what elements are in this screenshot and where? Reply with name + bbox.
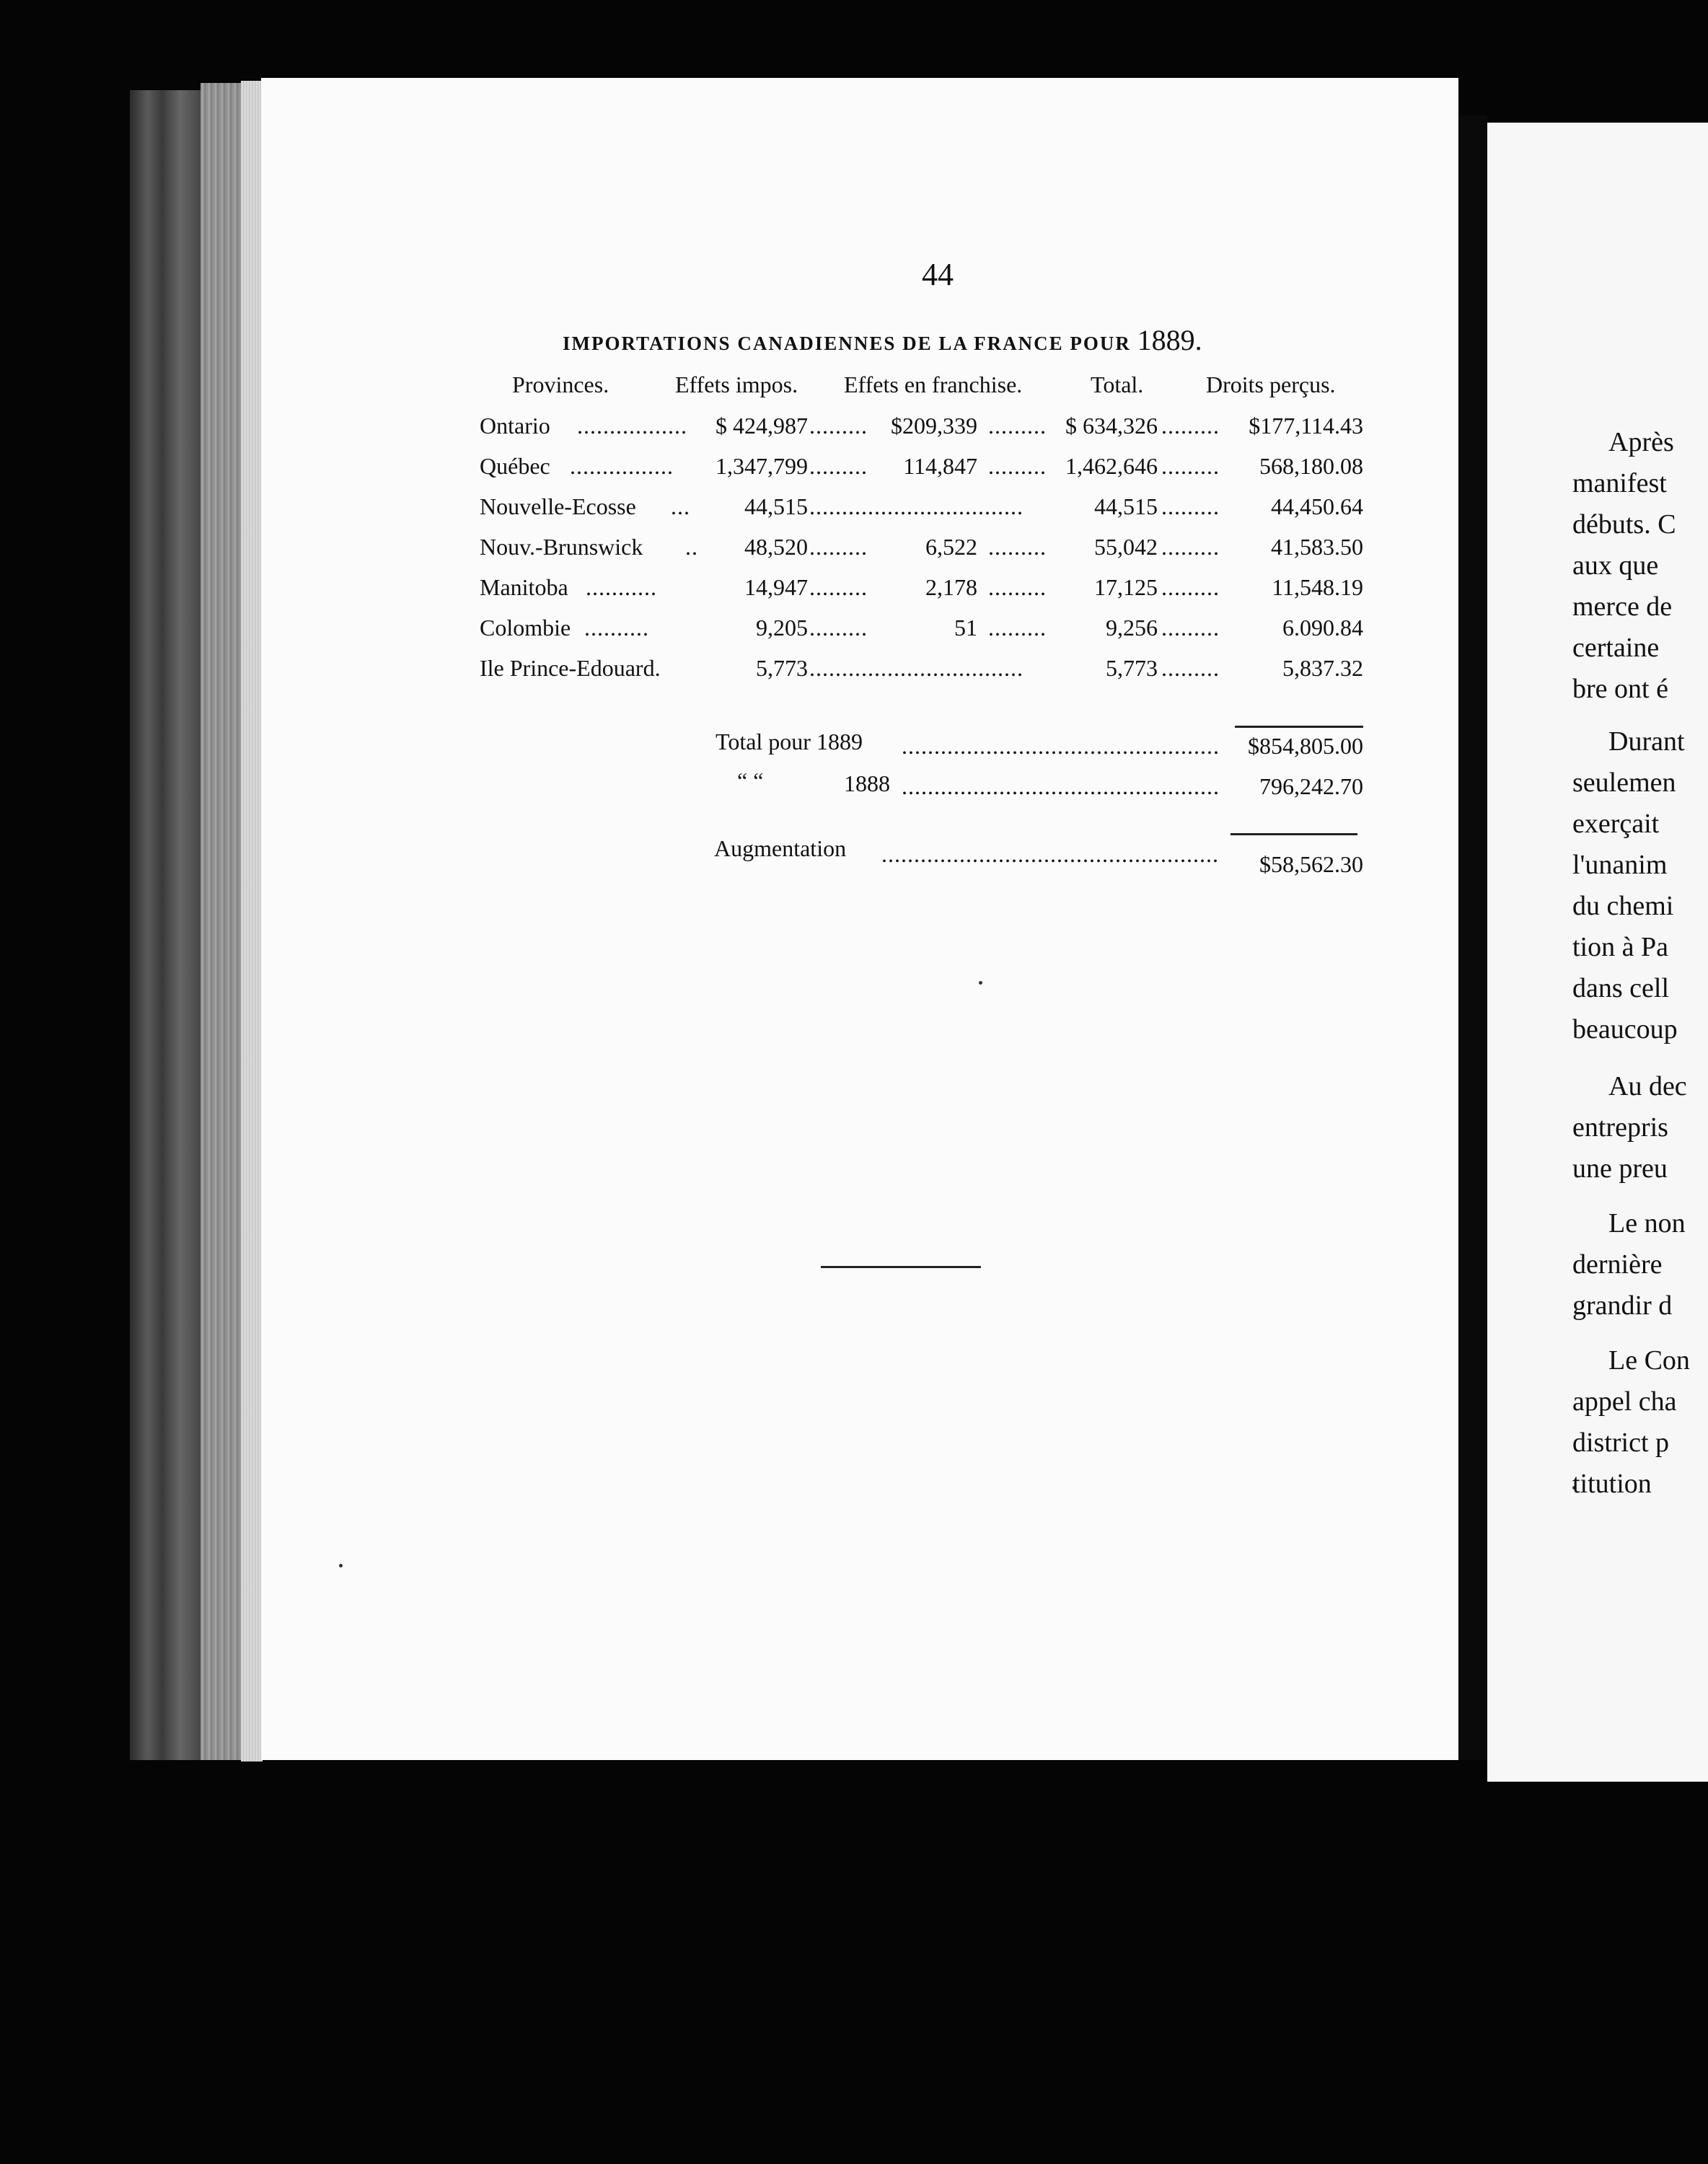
header-effets-impos: Effets impos. <box>675 371 798 397</box>
page-number: 44 <box>922 257 954 292</box>
facing-line: l'unanim <box>1572 850 1668 880</box>
leader-dots: ......... <box>1161 615 1220 641</box>
table-title <box>563 323 1320 357</box>
cell-total: 44,515 <box>1094 493 1158 519</box>
header-provinces: Provinces. <box>512 371 609 397</box>
facing-line: Après <box>1608 427 1674 457</box>
cell-imposable: $ 424,987 <box>716 413 808 439</box>
facing-line: titution <box>1572 1469 1652 1499</box>
facing-line: certaine <box>1572 633 1660 663</box>
header-total: Total. <box>1091 371 1144 397</box>
sum-rule <box>1235 726 1363 728</box>
table-row <box>0 534 1458 570</box>
cell-imposable: 1,347,799 <box>716 453 808 479</box>
facing-line: seulemen <box>1572 767 1676 798</box>
leader-dots: ................................................. <box>902 773 1220 799</box>
augmentation-label: Augmentation <box>714 835 847 861</box>
cell-total: 1,462,646 <box>1065 453 1158 479</box>
total-1888-year: 1888 <box>844 770 890 796</box>
speck <box>979 981 982 985</box>
page-end-rule <box>821 1266 981 1268</box>
facing-line: appel cha <box>1572 1386 1677 1417</box>
cell-total: 17,125 <box>1094 574 1158 600</box>
table-row <box>0 453 1458 489</box>
facing-line: dernière <box>1572 1249 1663 1280</box>
facing-line: beaucoup <box>1572 1014 1678 1044</box>
ditto-marks: “ “ <box>737 767 764 793</box>
cell-province: Nouvelle-Ecosse <box>480 493 636 519</box>
cell-franchise: 2,178 <box>925 574 977 600</box>
table-title-year: 1889. <box>1137 324 1202 356</box>
facing-line: du chemi <box>1572 891 1674 921</box>
cell-droits: 6.090.84 <box>1282 615 1363 641</box>
leader-dots: ......... <box>809 615 868 641</box>
leader-dots: ......... <box>1161 655 1220 681</box>
cell-imposable: 48,520 <box>744 534 808 560</box>
cell-province: Manitoba <box>480 574 568 600</box>
leader-dots: ......... <box>809 534 868 560</box>
book-page-edges-light <box>241 81 263 1761</box>
cell-droits: 5,837.32 <box>1282 655 1363 681</box>
leader-dots: ... <box>671 493 690 519</box>
cell-droits: 11,548.19 <box>1272 574 1363 600</box>
augmentation-value: $58,562.30 <box>1259 851 1363 877</box>
cell-total: 55,042 <box>1094 534 1158 560</box>
cell-province: Ontario <box>480 413 550 439</box>
cell-total: 9,256 <box>1106 615 1158 641</box>
facing-line: grandir d <box>1572 1290 1673 1321</box>
cell-total: 5,773 <box>1106 655 1158 681</box>
leader-dots: .................................................... <box>881 841 1219 867</box>
header-effets-franchise: Effets en franchise. <box>844 371 1023 397</box>
difference-rule <box>1231 833 1357 835</box>
facing-line: tion à Pa <box>1572 932 1668 962</box>
total-1889-value: $854,805.00 <box>1248 733 1363 759</box>
facing-line: Durant <box>1608 726 1685 757</box>
speck <box>339 1564 343 1567</box>
leader-dots: ......... <box>988 574 1047 600</box>
facing-line: Au dec <box>1608 1071 1687 1101</box>
table-title-main: IMPORTATIONS CANADIENNES DE LA FRANCE POUR <box>563 333 1131 354</box>
book-gutter <box>1458 115 1487 1760</box>
total-1889-label: Total pour 1889 <box>716 729 863 755</box>
book-edge-dark <box>130 90 202 1760</box>
total-1888-value: 796,242.70 <box>1259 773 1363 799</box>
leader-dots: ......... <box>809 413 868 439</box>
leader-dots: ................................. <box>809 493 1024 519</box>
cell-province: Nouv.-Brunswick <box>480 534 643 560</box>
cell-droits: 41,583.50 <box>1271 534 1363 560</box>
facing-line: Le non <box>1608 1208 1686 1239</box>
leader-dots: ................................................. <box>902 733 1220 759</box>
cell-franchise: 6,522 <box>925 534 977 560</box>
leader-dots: ......... <box>809 453 868 479</box>
leader-dots: ......... <box>1161 453 1220 479</box>
table-row <box>0 655 1458 691</box>
leader-dots: ........... <box>586 574 657 600</box>
leader-dots: ......... <box>988 534 1047 560</box>
cell-total: $ 634,326 <box>1065 413 1158 439</box>
leader-dots: ......... <box>988 453 1047 479</box>
facing-line: merce de <box>1572 591 1673 622</box>
table-row <box>0 493 1458 529</box>
leader-dots: ......... <box>1161 413 1220 439</box>
facing-line: aux que <box>1572 550 1659 581</box>
leader-dots: ......... <box>1161 574 1220 600</box>
facing-line: une preu <box>1572 1153 1668 1184</box>
cell-province: Colombie <box>480 615 571 641</box>
facing-line: exerçait <box>1572 809 1660 839</box>
book-page-edges <box>201 83 242 1760</box>
cell-droits: $177,114.43 <box>1249 413 1363 439</box>
cell-imposable: 5,773 <box>756 655 808 681</box>
leader-dots: ......... <box>1161 493 1220 519</box>
cell-imposable: 9,205 <box>756 615 808 641</box>
cell-imposable: 14,947 <box>744 574 808 600</box>
cell-droits: 44,450.64 <box>1271 493 1363 519</box>
table-row <box>0 413 1458 449</box>
leader-dots: ................. <box>577 413 687 439</box>
cell-imposable: 44,515 <box>744 493 808 519</box>
leader-dots: ......... <box>988 615 1047 641</box>
table-row <box>0 615 1458 651</box>
cell-droits: 568,180.08 <box>1259 453 1363 479</box>
cell-franchise: 114,847 <box>903 453 977 479</box>
table-header-row <box>0 371 1458 408</box>
header-droits-percus: Droits perçus. <box>1206 371 1336 397</box>
facing-line: bre ont é <box>1572 674 1668 704</box>
facing-line: entrepris <box>1572 1112 1668 1143</box>
facing-line: Le Con <box>1608 1345 1690 1376</box>
table-row <box>0 574 1458 610</box>
cell-province: Québec <box>480 453 550 479</box>
leader-dots: ................ <box>570 453 674 479</box>
facing-line: dans cell <box>1572 973 1670 1003</box>
cell-province: Ile Prince-Edouard. <box>480 655 661 681</box>
facing-line: débuts. C <box>1572 509 1676 540</box>
facing-line: manifest <box>1572 468 1667 498</box>
leader-dots: ......... <box>1161 534 1220 560</box>
leader-dots: ................................. <box>809 655 1024 681</box>
leader-dots: ......... <box>809 574 868 600</box>
cell-franchise: $209,339 <box>891 413 977 439</box>
cell-franchise: 51 <box>954 615 977 641</box>
leader-dots: ......... <box>988 413 1047 439</box>
leader-dots: .......... <box>584 615 649 641</box>
facing-line: district p <box>1572 1428 1670 1458</box>
leader-dots: .. <box>685 534 698 560</box>
